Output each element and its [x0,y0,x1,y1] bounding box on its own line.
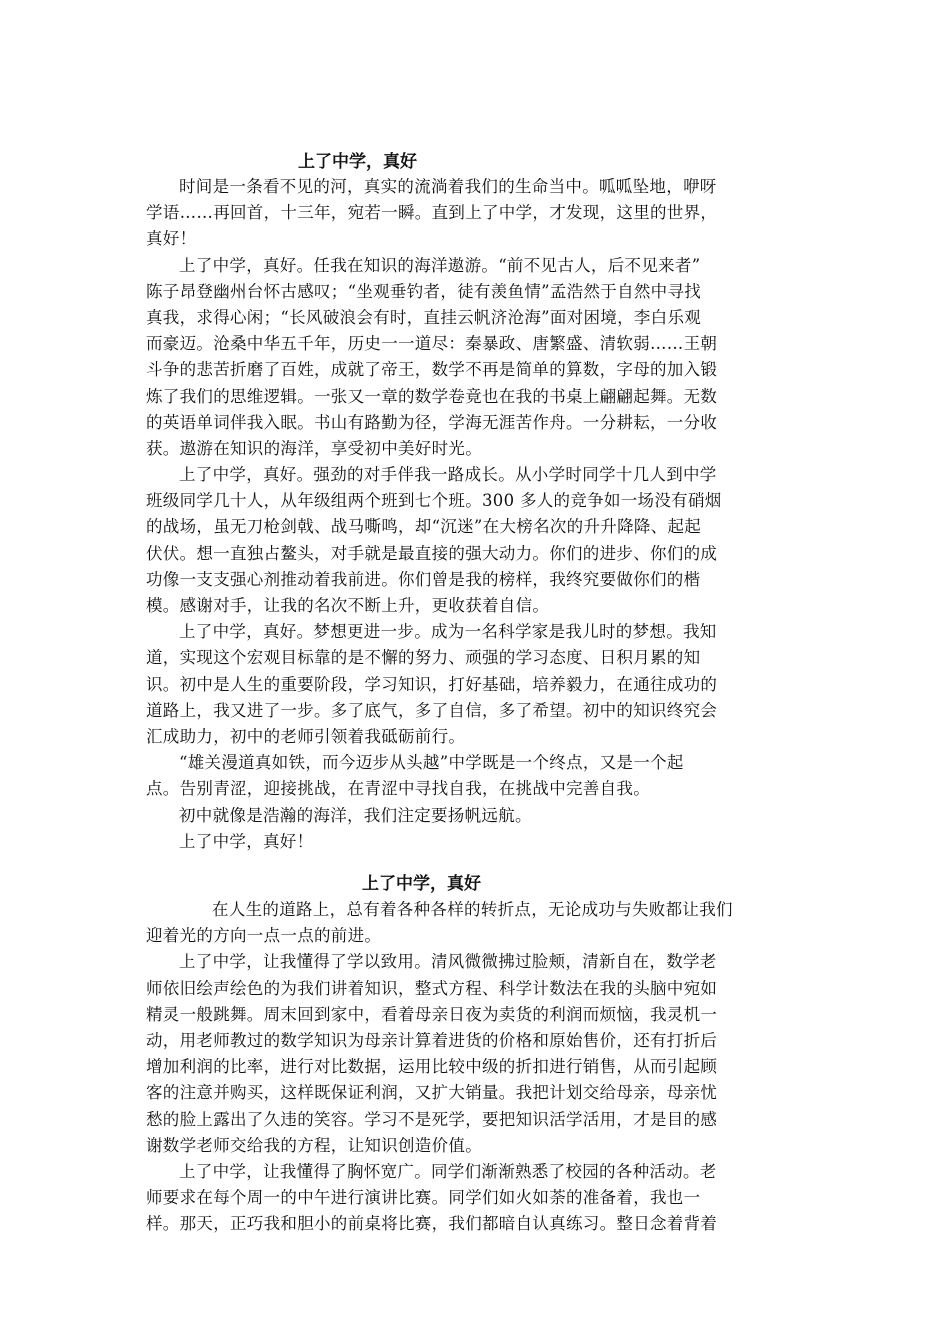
essay-1-line: 道，实现这个宏观目标靠的是不懈的努力、顽强的学习态度、日积月累的知 [146,648,701,668]
essay-2-title: 上了中学，真好 [362,874,481,894]
essay-1-line: 上了中学，真好！ [179,831,314,851]
essay-2-line: 上了中学，让我懂得了学以致用。清风微微拂过脸颊，清新自在，数学老 [179,952,717,972]
essay-1-line: 伏伏。想一直独占鳌头，对手就是最直接的强大动力。你们的进步、你们的成 [146,543,718,563]
essay-1-line: 获。遨游在知识的海洋，享受初中美好时光。 [146,438,482,458]
essay-1-line: 时间是一条看不见的河，真实的流淌着我们的生命当中。呱呱坠地，咿呀 [179,177,717,196]
essay-2-line: 师要求在每个周一的中午进行演讲比赛。同学们如火如荼的准备着，我也一 [146,1188,701,1208]
essay-1-line: “雄关漫道真如铁，而今迈步从头越”中学既是一个终点，又是一个起 [179,753,684,773]
essay-2-line: 上了中学，让我懂得了胸怀宽广。同学们渐渐熟悉了校园的各种活动。老 [179,1161,717,1181]
essay-1-line: 上了中学，真好。任我在知识的海洋遨游。“前不见古人，后不见来者” [179,255,701,275]
essay-1-line: 炼了我们的思维逻辑。一张又一章的数学卷竟也在我的书桌上翩翩起舞。无数 [146,386,718,406]
essay-1-line: 的英语单词伴我入眠。书山有路勤为径，学海无涯苦作舟。一分耕耘，一分收 [146,412,718,432]
essay-1-line: 模。感谢对手，让我的名次不断上升，更收获着自信。 [146,596,550,615]
essay-1-line: 学语……再回首，十三年，宛若一瞬。直到上了中学，才发现，这里的世界， [146,203,718,223]
essay-1-line: 斗争的悲苦折磨了百姓，成就了帝王，数学不再是简单的算数，字母的加入锻 [146,360,718,380]
essay-1-line: 上了中学，真好。强劲的对手伴我一路成长。从小学时同学十几人到中学 [179,465,717,485]
essay-1-line: 班级同学几十人，从年级组两个班到七个班。300 多人的竞争如一场没有硝烟 [146,491,722,511]
essay-1-line: 汇成助力，初中的老师引领着我砥砺前行。 [146,726,466,746]
essay-1-line: 真我，求得心闲；“长风破浪会有时，直挂云帆济沧海”面对困境，李白乐观 [146,307,702,327]
essay-1-line: 初中就像是浩瀚的海洋，我们注定要扬帆远航。 [179,805,532,825]
essay-2-line: 样。那天，正巧我和胆小的前桌将比赛，我们都暗自认真练习。整日念着背着 [146,1214,718,1234]
essay-2-line: 精灵一般跳舞。周末回到家中，看着母亲日夜为卖货的利润而烦恼，我灵机一 [146,1004,718,1024]
essay-2-line: 迎着光的方向一点一点的前进。 [146,926,382,946]
essay-2-line: 客的注意并购买，这样既保证利润，又扩大销量。我把计划交给母亲，母亲忧 [146,1083,718,1103]
essay-2-line: 动，用老师教过的数学知识为母亲计算着进货的价格和原始售价，还有打折后 [146,1030,718,1050]
essay-1-line: 道路上，我又进了一步。多了底气，多了自信，多了希望。初中的知识终究会 [146,700,718,720]
essay-2-line: 谢数学老师交给我的方程，让知识创造价值。 [146,1135,482,1155]
essay-2-line: 愁的脸上露出了久违的笑容。学习不是死学，要把知识活学活用，才是目的感 [146,1109,718,1129]
essay-1-line: 识。初中是人生的重要阶段，学习知识，打好基础，培养毅力，在通往成功的 [146,674,718,694]
essay-2-body [146,897,806,1237]
essay-1-line: 点。告别青涩，迎接挑战，在青涩中寻找自我，在挑战中完善自我。 [146,779,650,799]
essay-1-line: 功像一支支强心剂推动着我前进。你们曾是我的榜样，我终究要做你们的楷 [146,569,701,589]
essay-1-title: 上了中学，真好 [298,152,417,172]
essay-2-line: 增加利润的比率，进行对比数据，运用比较中级的折扣进行销售，从而引起顾 [146,1057,718,1077]
essay-1-line: 的战场，虽无刀枪剑戟、战马嘶鸣，却“沉迷”在大榜名次的升升降降、起起 [146,517,702,537]
essay-1-line: 陈子昂登幽州台怀古感叹；“坐观垂钓者，徒有羡鱼情”孟浩然于自然中寻找 [146,281,702,301]
essay-2-line: 师依旧绘声绘色的为我们讲着知识，整式方程、科学计数法在我的头脑中宛如 [146,978,718,998]
essay-1-line: 上了中学，真好。梦想更进一步。成为一名科学家是我儿时的梦想。我知 [179,622,717,642]
essay-1-line: 而豪迈。沧桑中华五千年，历史一一道尽：秦暴政、唐繁盛、清软弱……王朝 [146,334,718,354]
essay-1-body [146,174,806,855]
essay-1-line: 真好！ [146,229,197,249]
essay-2-line: 在人生的道路上，总有着各种各样的转折点，无论成功与失败都让我们 [212,900,733,919]
